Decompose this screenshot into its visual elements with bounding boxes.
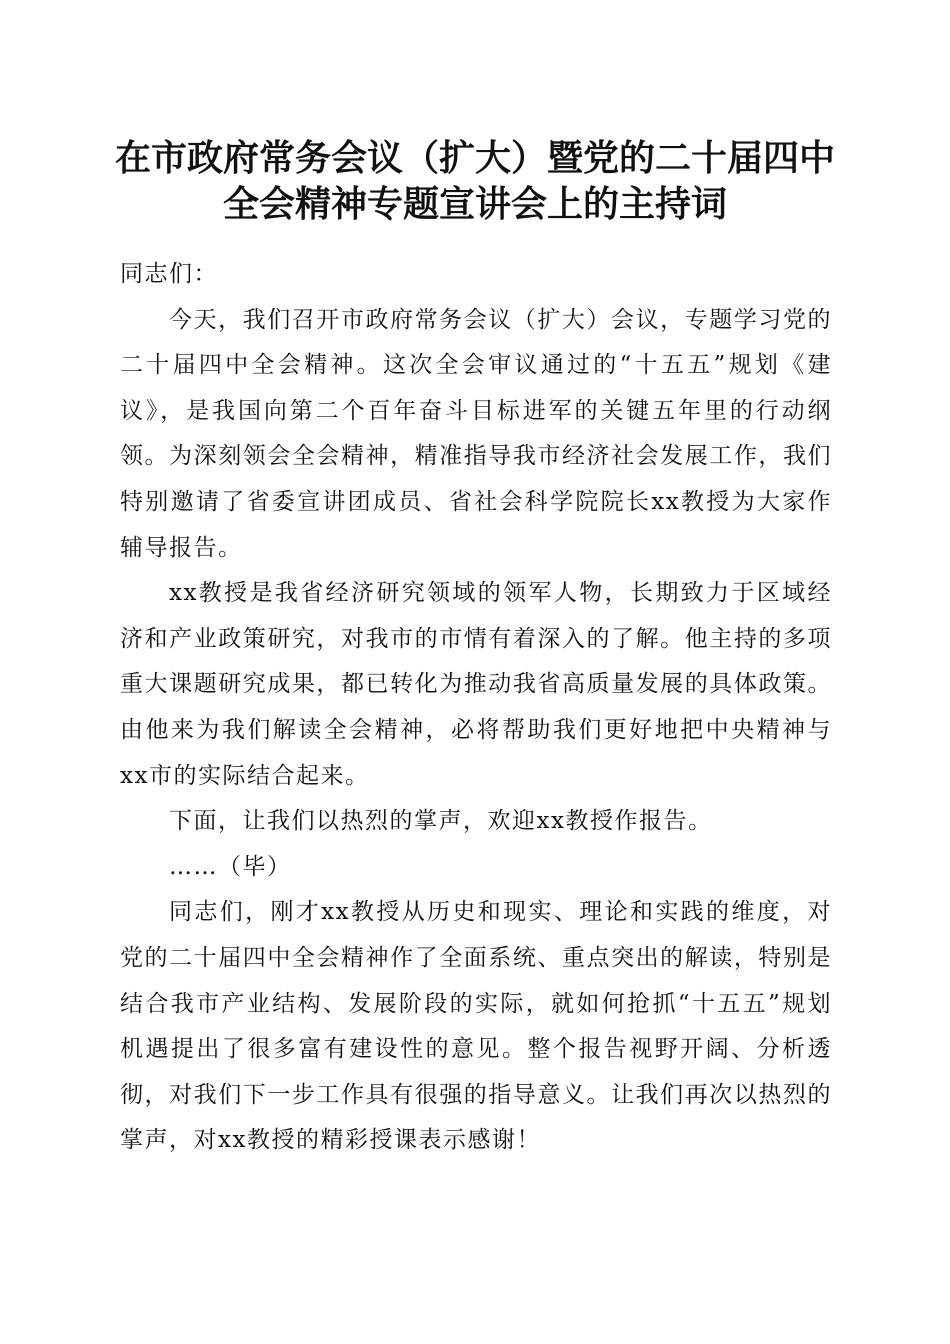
title-line-2: 全会精神专题宣讲会上的主持词 (222, 184, 727, 225)
document-body (120, 252, 832, 1164)
paragraph-opening: 今天，我们召开市政府常务会议（扩大）会议，专题学习党的二十届四中全会精神。这次全会审议通过的“十五五”规划《建议》，是我国向第二个百年奋斗目标进军的关键五年里的行动纲领。为深刻领会全会精神，精准指导我市经济社会发展工作，我们特别邀请了省委宣讲团成员、省社会科学院院长xx教授为大家作辅导报告。 (120, 306, 832, 561)
paragraph-closing: 同志们，刚才xx教授从历史和现实、理论和实践的维度，对党的二十届四中全会精神作了全面系统、重点突出的解读，特别是结合我市产业结构、发展阶段的实际，就如何抢抓“十五五”规划机遇提出了很多富有建设性的意见。整个报告视野开阔、分析透彻，对我们下一步工作具有很强的指导意义。让我们再次以热烈的掌声，对xx教授的精彩授课表示感谢！ (120, 899, 832, 1154)
paragraph-welcome: 下面，让我们以热烈的掌声，欢迎xx教授作报告。 (169, 808, 713, 835)
paragraph-speaker-intro: xx教授是我省经济研究领域的领军人物，长期致力于区域经济和产业政策研究，对我市的市情有着深入的了解。他主持的多项重大课题研究成果，都已转化为推动我省高质量发展的具体政策。由他来为我们解读全会精神，必将帮助我们更好地把中央精神与xx市的实际结合起来。 (120, 580, 832, 789)
paragraph-end-marker: ……（毕） (169, 853, 292, 880)
document-title (100, 136, 850, 228)
title-line-1: 在市政府常务会议（扩大）暨党的二十届四中 (114, 138, 835, 179)
salutation: 同志们： (120, 261, 218, 287)
